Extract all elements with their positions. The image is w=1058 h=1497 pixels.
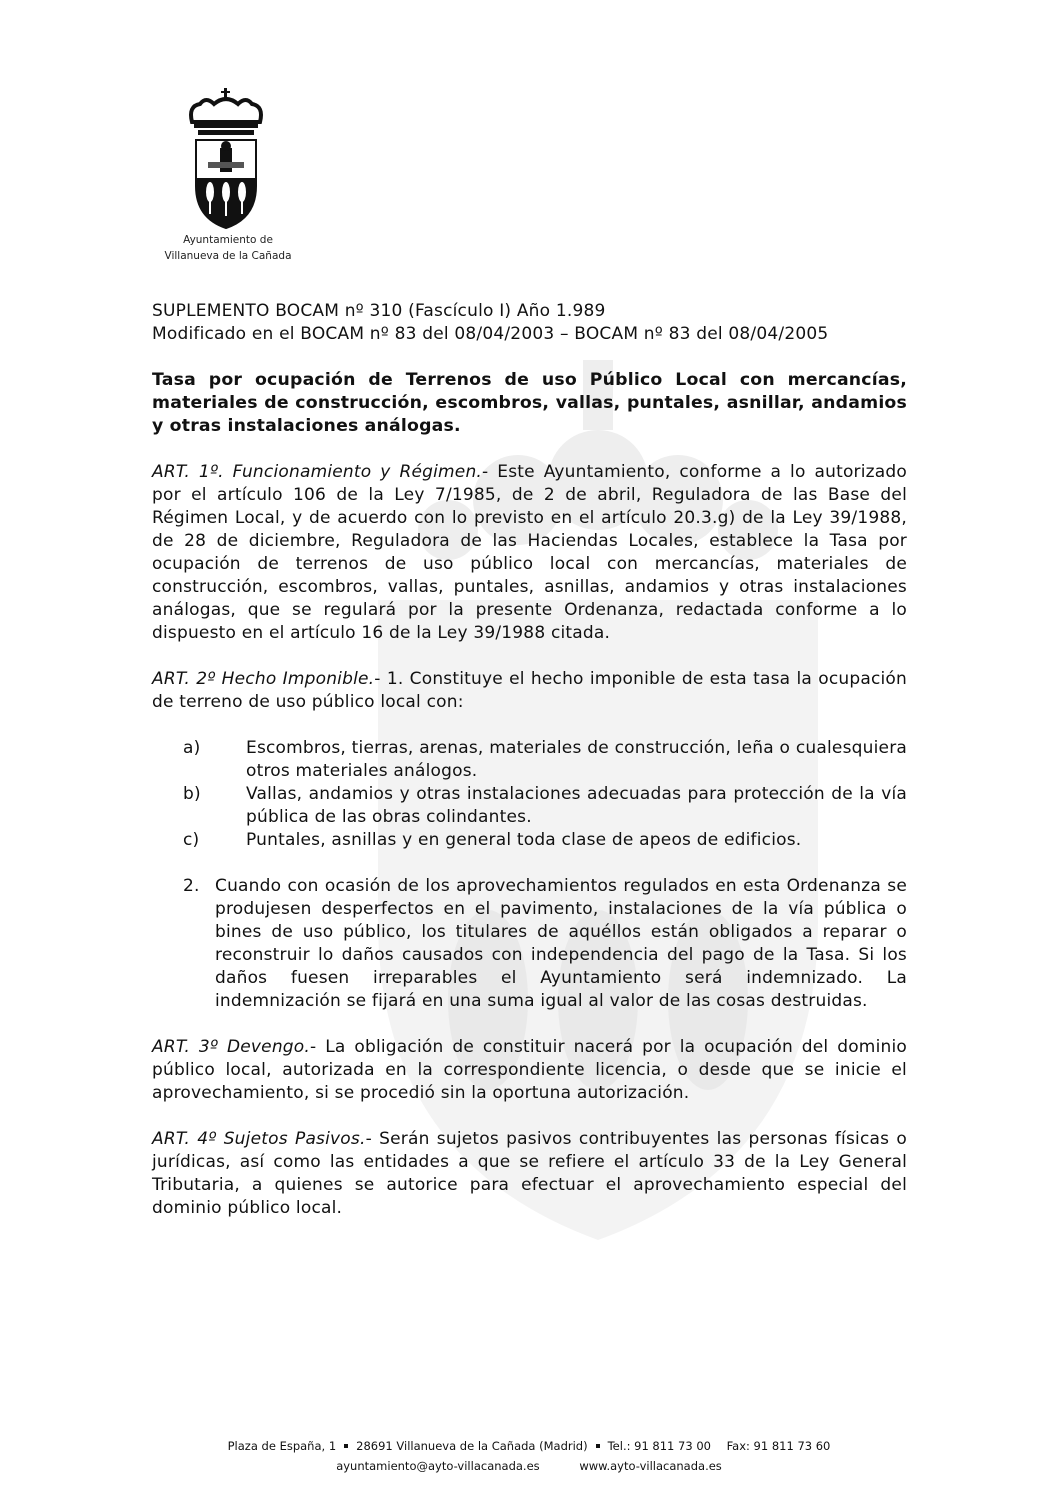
- article-4: [152, 1128, 907, 1220]
- list-item: [152, 783, 907, 829]
- list-item-label: a): [183, 738, 201, 758]
- footer: [0, 1436, 1058, 1476]
- footer-fax: Fax: 91 811 73 60: [726, 1439, 831, 1453]
- article-1-heading: ART. 1º. Funcionamiento y Régimen.: [152, 462, 483, 482]
- org-line-2: Villanueva de la Cañada: [164, 250, 292, 262]
- list-item: [152, 829, 907, 852]
- article-3: [152, 1036, 907, 1105]
- footer-city: 28691 Villanueva de la Cañada (Madrid): [356, 1439, 588, 1453]
- point-2-text: Cuando con ocasión de los aprovechamientos regulados en esta Ordenanza se produjesen desperfectos en el pavimento, instalaciones de la vía pública o bines de uso público, los titulares de aquéllos están obligados a reparar o reconstruir lo daños causados con independencia del pago de la Tasa. Si los daños fuesen irreparables el Ayuntamiento será indemnizado. La indemnización se fijará en una suma igual al valor de las cosas destruidas.: [215, 876, 907, 1011]
- footer-contact-line: [0, 1436, 1058, 1456]
- article-1-text: - Este Ayuntamiento, conforme a lo autorizado por el artículo 106 de la Ley 7/1985, de 2 de abril, Reguladora de las Base del Régimen Local, y de acuerdo con lo previsto en el artículo 20.3.g) de la Ley 39/1988, de 28 de diciembre, Reguladora de las Haciendas Locales, establece la Tasa por ocupación de terrenos de uso público local con mercancías, materiales de construcción, escombros, vallas, puntales, asnillas, andamios y otras instalaciones análogas, que se regulará por la presente Ordenanza, redactada conforme a lo dispuesto en el artículo 16 de la Ley 39/1988 citada.: [152, 462, 907, 643]
- footer-web-line: [0, 1456, 1058, 1476]
- footer-address: Plaza de España, 1: [227, 1439, 337, 1453]
- bocam-supplement-line: SUPLEMENTO BOCAM nº 310 (Fascículo I) Año 1.989: [152, 301, 606, 321]
- ordinance-title: Tasa por ocupación de Terrenos de uso Público Local con mercancías, materiales de construcción, escombros, vallas, puntales, asnillar, andamios y otras instalaciones análogas.: [152, 370, 907, 436]
- footer-email-link[interactable]: ayuntamiento@ayto-villacanada.es: [336, 1459, 540, 1473]
- article-4-heading: ART. 4º Sujetos Pasivos.: [152, 1129, 366, 1149]
- bocam-modification-line: Modificado en el BOCAM nº 83 del 08/04/2003 – BOCAM nº 83 del 08/04/2005: [152, 324, 829, 344]
- list-item: [152, 737, 907, 783]
- article-3-heading: ART. 3º Devengo.: [152, 1037, 311, 1057]
- article-3-text: - La obligación de constituir nacerá por la ocupación del dominio público local, autorizada en la correspondiente licencia, o desde que se inicie el aprovechamiento, si se procedió sin la oportuna autorización.: [152, 1037, 907, 1103]
- article-2-heading: ART. 2º Hecho Imponible.: [152, 669, 375, 689]
- document-body: [152, 300, 907, 1220]
- org-line-1: Ayuntamiento de: [183, 234, 273, 246]
- article-4-text: - Serán sujetos pasivos contribuyentes las personas físicas o jurídicas, así como las entidades a que se refiere el artículo 33 de la Ley General Tributaria, a quienes se autorice para efectuar el aprovechamiento especial del dominio público local.: [152, 1129, 908, 1218]
- organization-name: [138, 232, 318, 264]
- article-1: [152, 461, 907, 645]
- article-2: [152, 668, 907, 714]
- footer-website-link[interactable]: www.ayto-villacanada.es: [579, 1459, 722, 1473]
- article-2-point-2: [152, 875, 907, 1013]
- point-2-label: 2.: [183, 876, 200, 896]
- list-item-label: c): [183, 830, 200, 850]
- coat-of-arms-logo: [186, 86, 266, 232]
- list-item-label: b): [183, 784, 201, 804]
- list-item-text: Vallas, andamios y otras instalaciones adecuadas para protección de la vía pública de las obras colindantes.: [246, 784, 907, 827]
- list-item-text: Puntales, asnillas y en general toda clase de apeos de edificios.: [246, 830, 802, 850]
- list-item-text: Escombros, tierras, arenas, materiales de construcción, leña o cualesquiera otros materiales análogos.: [246, 738, 907, 781]
- footer-phone: Tel.: 91 811 73 00: [607, 1439, 711, 1453]
- article-2-text: - 1. Constituye el hecho imponible de esta tasa la ocupación de terreno de uso público local con:: [152, 669, 907, 712]
- article-2-item-list: [152, 737, 907, 852]
